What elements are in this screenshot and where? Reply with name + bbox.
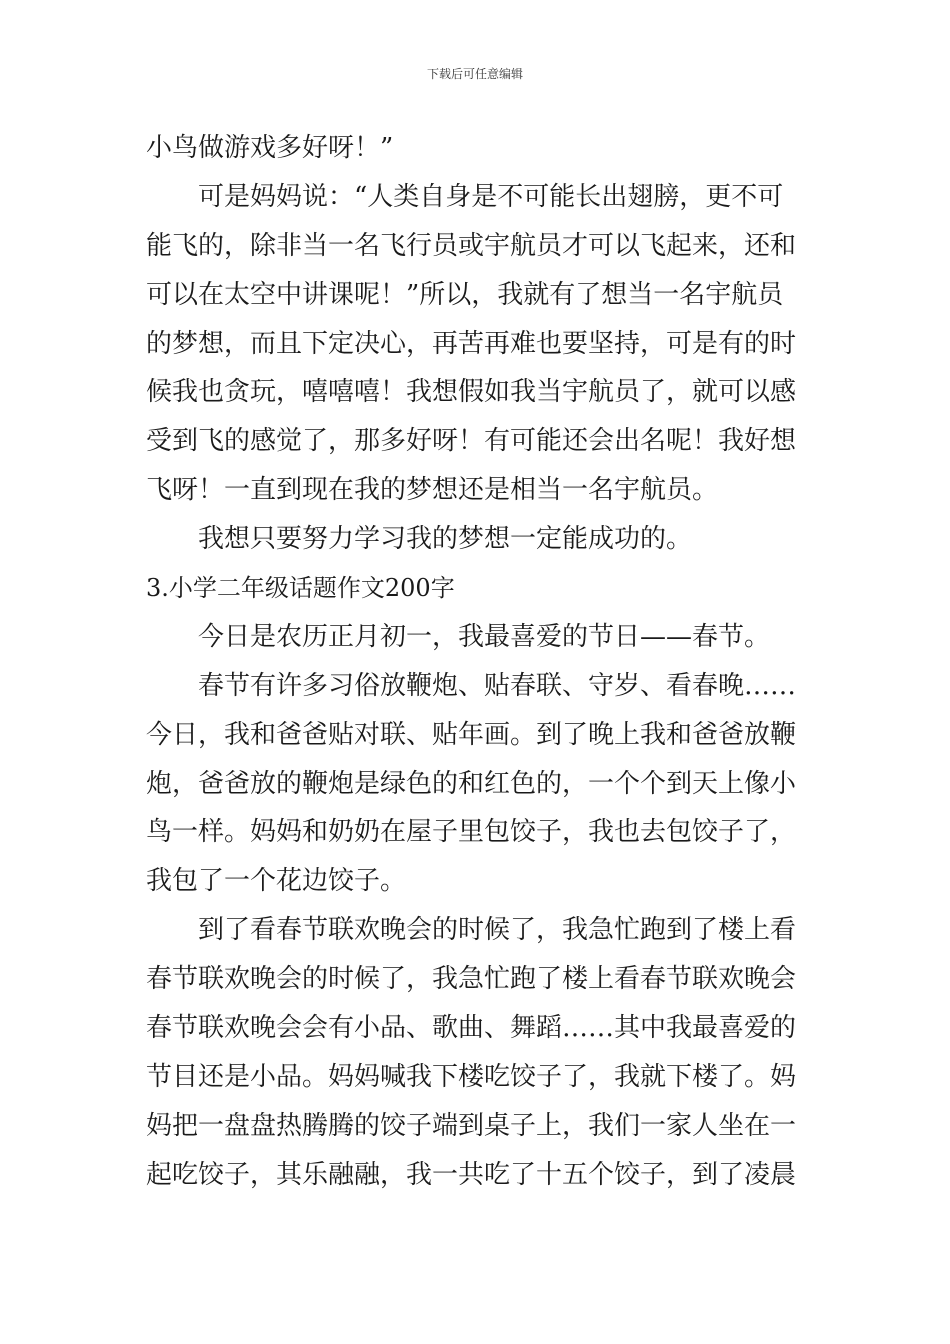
text-line: 春节联欢晚会的时候了，我急忙跑了楼上看春节联欢晚会 bbox=[146, 964, 797, 995]
text-line: 可以在太空中讲课呢！”所以，我就有了想当一名宇航员 bbox=[146, 279, 784, 310]
text-line: 今日，我和爸爸贴对联、贴年画。到了晚上我和爸爸放鞭 bbox=[146, 719, 797, 750]
document-body bbox=[146, 128, 810, 1204]
text-line: 的梦想，而且下定决心，再苦再难也要坚持，可是有的时 bbox=[146, 328, 797, 359]
section-heading: 3.小学二年级话题作文200字 bbox=[146, 574, 455, 603]
text-line: 春节有许多习俗放鞭炮、贴春联、守岁、看春晚…… bbox=[198, 670, 797, 701]
text-line: 妈把一盘盘热腾腾的饺子端到桌子上，我们一家人坐在一 bbox=[146, 1110, 797, 1141]
text-line: 今日是农历正月初一，我最喜爱的节日——春节。 bbox=[198, 621, 771, 652]
text-line: 飞呀！一直到现在我的梦想还是相当一名宇航员。 bbox=[146, 475, 719, 506]
text-line: 鸟一样。妈妈和奶奶在屋子里包饺子，我也去包饺子了， bbox=[146, 817, 797, 848]
text-line: 小鸟做游戏多好呀！” bbox=[146, 133, 394, 163]
page-header-note: 下载后可任意编辑 bbox=[426, 67, 523, 81]
text-line: 受到飞的感觉了，那多好呀！有可能还会出名呢！我好想 bbox=[146, 426, 797, 457]
text-line: 到了看春节联欢晚会的时候了，我急忙跑到了楼上看 bbox=[198, 915, 797, 946]
text-line: 我想只要努力学习我的梦想一定能成功的。 bbox=[198, 524, 693, 555]
text-line: 起吃饺子，其乐融融，我一共吃了十五个饺子，到了凌晨 bbox=[146, 1159, 797, 1190]
text-line: 可是妈妈说：“人类自身是不可能长出翅膀，更不可 bbox=[198, 181, 784, 212]
text-line: 节目还是小品。妈妈喊我下楼吃饺子了，我就下楼了。妈 bbox=[146, 1061, 797, 1092]
text-line: 春节联欢晚会会有小品、歌曲、舞蹈……其中我最喜爱的 bbox=[146, 1013, 797, 1044]
text-line: 我包了一个花边饺子。 bbox=[146, 866, 407, 897]
text-line: 候我也贪玩，嘻嘻嘻！我想假如我当宇航员了，就可以感 bbox=[146, 377, 797, 408]
text-line: 能飞的，除非当一名飞行员或宇航员才可以飞起来，还和 bbox=[146, 230, 797, 261]
text-line: 炮，爸爸放的鞭炮是绿色的和红色的，一个个到天上像小 bbox=[146, 768, 797, 799]
